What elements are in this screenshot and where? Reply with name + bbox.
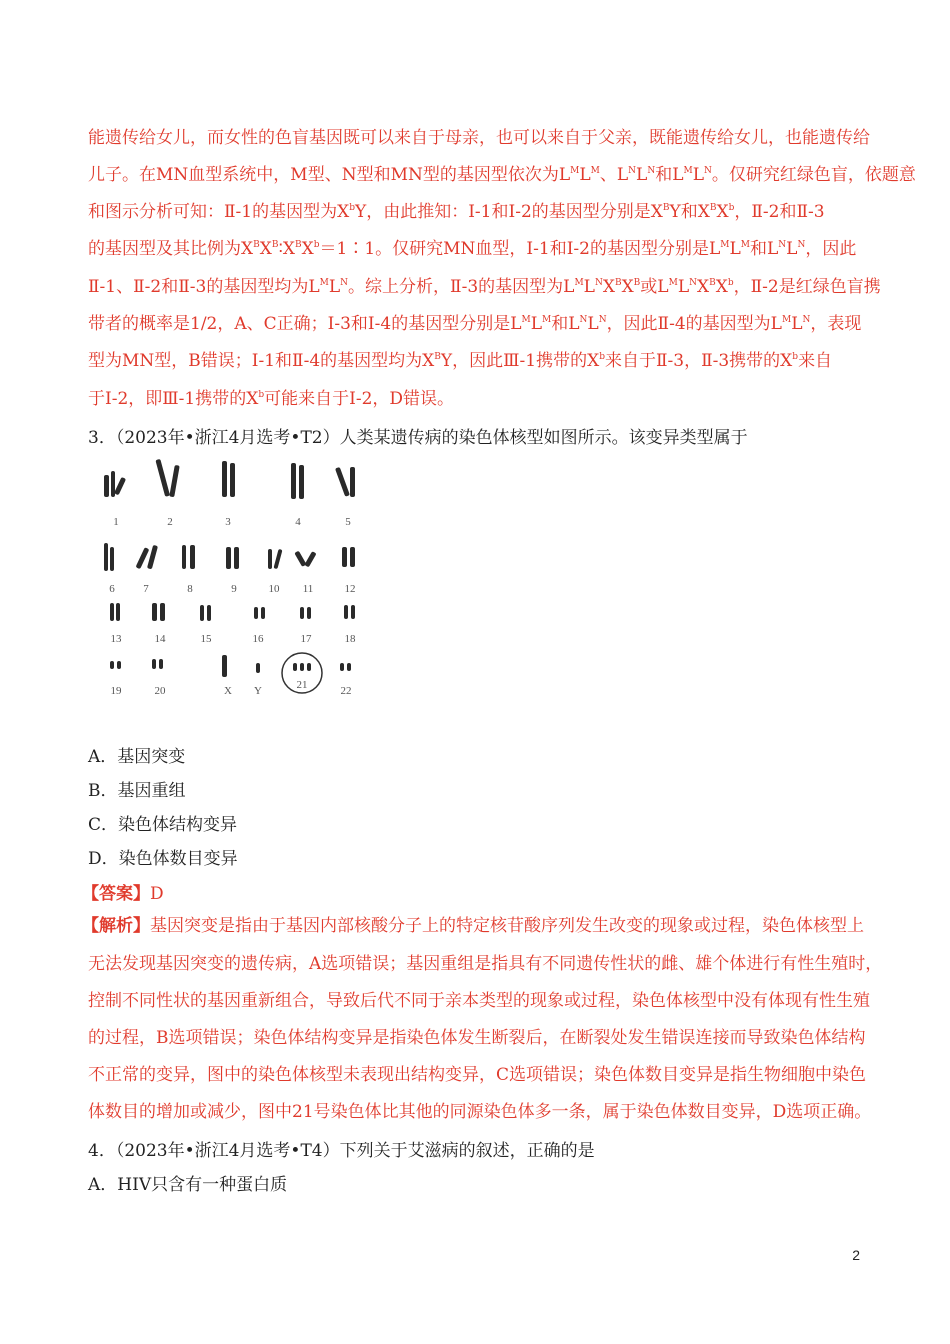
option-d: D．染色体数目变异: [88, 849, 238, 869]
chromosome-pair-5: [335, 467, 355, 497]
answer-value: D: [150, 884, 164, 904]
karyo-label: 4: [295, 516, 301, 528]
chromosome-pair-7: [136, 545, 158, 569]
karyotype-image: [96, 455, 386, 705]
option-c: C．染色体结构变异: [88, 815, 238, 835]
karyo-label: 20: [154, 685, 166, 697]
karyo-label: 8: [187, 583, 193, 595]
chromosome-pair-6: [104, 543, 114, 571]
chromosome-pair-1: [104, 471, 126, 497]
karyo-label: 9: [231, 583, 237, 595]
chromosome-pair-13: [110, 603, 120, 621]
analysis-line-6: 体数目的增加或减少，图中21号染色体比其他的同源染色体多一条，属于染色体数目变异，D选项正确。: [88, 1102, 872, 1122]
chromosome-pair-11: [294, 551, 316, 568]
analysis-line-3: 控制不同性状的基因重新组合，导致后代不同于亲本类型的现象或过程，染色体核型中没有体现有性生殖: [88, 991, 870, 1011]
karyo-label: 12: [344, 583, 356, 595]
explanation-line-8: 于Ⅰ-2，即Ⅲ-1携带的$X^b$可能来自于Ⅰ-2，D错误。: [88, 389, 455, 409]
karyo-label: 19: [110, 685, 122, 697]
answer-line: [82, 879, 164, 904]
karyo-label: 21: [296, 679, 308, 691]
chromosome-pair-15: [200, 605, 211, 621]
chromosome-pair-19: [110, 661, 121, 669]
karyo-label: 22: [340, 685, 352, 697]
karyo-label: 10: [268, 583, 280, 595]
chromosome-y: [256, 663, 260, 673]
analysis-line-4: 的过程，B选项错误；染色体结构变异是指染色体发生断裂后，在断裂处发生错误连接而导致染色体结构: [88, 1028, 866, 1048]
question-3-stem: 3．（2023年•浙江4月选考•T2）人类某遗传病的染色体核型如图所示。该变异类型属于: [88, 428, 748, 448]
explanation-line-7: 型为MN型，B错误；Ⅰ-1和Ⅱ-4的基因型均为$X^BY$，因此Ⅲ-1携带的$X^b$来自于Ⅱ-3，Ⅱ-3携带的$X^b$来自: [88, 351, 833, 371]
answer-tag: 【答案】: [82, 884, 150, 904]
karyo-label: 16: [252, 633, 264, 645]
karyo-label: 2: [167, 516, 173, 528]
option-b: B．基因重组: [88, 781, 186, 801]
explanation-line-3: 和图示分析可知：Ⅱ-1的基因型为$X^bY$，由此推知：Ⅰ-1和Ⅰ-2的基因型分别是$X^BY$和$X^BX^b$，Ⅱ-2和Ⅱ-3: [88, 202, 825, 222]
analysis-line-5: 不正常的变异，图中的染色体核型未表现出结构变异，C选项错误；染色体数目变异是指生物细胞中染色: [88, 1065, 867, 1085]
karyo-label: 3: [225, 516, 231, 528]
karyo-label: 15: [200, 633, 212, 645]
karyo-label: Y: [254, 685, 262, 697]
chromosome-pair-4: [291, 463, 304, 499]
explanation-line-1: 能遗传给女儿，而女性的色盲基因既可以来自于母亲，也可以来自于父亲，既能遗传给女儿，也能遗传给: [88, 128, 870, 148]
chromosome-pair-16: [254, 607, 265, 619]
chromosome-pair-20: [152, 659, 163, 669]
karyo-label: 7: [143, 583, 149, 595]
explanation-line-6: 带者的概率是1/2，A、C正确；Ⅰ-3和Ⅰ-4的基因型分别是$L^ML^M$和$L^NL^N$，因此Ⅱ-4的基因型为$L^ML^N$，表现: [88, 314, 862, 334]
chromosome-trisomy-21: [293, 663, 311, 671]
karyo-label: X: [224, 685, 232, 697]
explanation-line-4: 的基因型及其比例为$X^BX^B∶X^BX^b=1∶1$。仅研究MN血型，Ⅰ-1和Ⅰ-2的基因型分别是$L^ML^M$和$L^NL^N$，因此: [88, 239, 857, 259]
chromosome-x: [222, 655, 227, 677]
question-4-option-a: A．HIV只含有一种蛋白质: [88, 1175, 288, 1195]
karyo-label: 1: [113, 516, 119, 528]
question-4-stem: 4．（2023年•浙江4月选考•T4）下列关于艾滋病的叙述，正确的是: [88, 1141, 595, 1161]
analysis-tag: 【解析】: [82, 916, 150, 936]
karyo-label: 5: [345, 516, 351, 528]
chromosome-pair-9: [226, 547, 239, 569]
chromosome-pair-22: [340, 663, 351, 671]
option-a: A．基因突变: [88, 747, 186, 767]
karyo-label: 18: [344, 633, 356, 645]
analysis-line-2: 无法发现基因突变的遗传病，A选项错误；基因重组是指具有不同遗传性状的雌、雄个体进行有性生殖时，: [88, 954, 883, 974]
karyo-label: 6: [109, 583, 115, 595]
chromosome-pair-2: [155, 459, 179, 497]
chromosome-pair-12: [342, 547, 355, 567]
page-number: 2: [852, 1247, 860, 1263]
chromosome-pair-17: [300, 607, 311, 619]
karyo-label: 14: [154, 633, 166, 645]
chromosome-pair-8: [182, 545, 195, 569]
karyo-label: 11: [302, 583, 314, 595]
karyo-label: 17: [300, 633, 312, 645]
chromosome-pair-10: [268, 549, 283, 569]
chromosome-pair-3: [222, 461, 235, 497]
analysis-line-1: 【解析】基因突变是指由于基因内部核酸分子上的特定核苷酸序列发生改变的现象或过程，染色体核型上: [82, 916, 864, 936]
chromosome-pair-14: [152, 603, 165, 621]
karyo-label: 13: [110, 633, 122, 645]
explanation-line-5: Ⅱ-1、Ⅱ-2和Ⅱ-3的基因型均为$L^ML^N$。综上分析，Ⅱ-3的基因型为$L^ML^NX^BX^B$或$L^ML^NX^BX^b$，Ⅱ-2是红绿色盲携: [88, 277, 881, 297]
chromosome-pair-18: [344, 605, 355, 619]
explanation-line-2: 儿子。在MN血型系统中，M型、N型和MN型的基因型依次为$L^ML^M$、$L^NL^N$和$L^ML^N$。仅研究红绿色盲，依题意: [88, 165, 916, 185]
